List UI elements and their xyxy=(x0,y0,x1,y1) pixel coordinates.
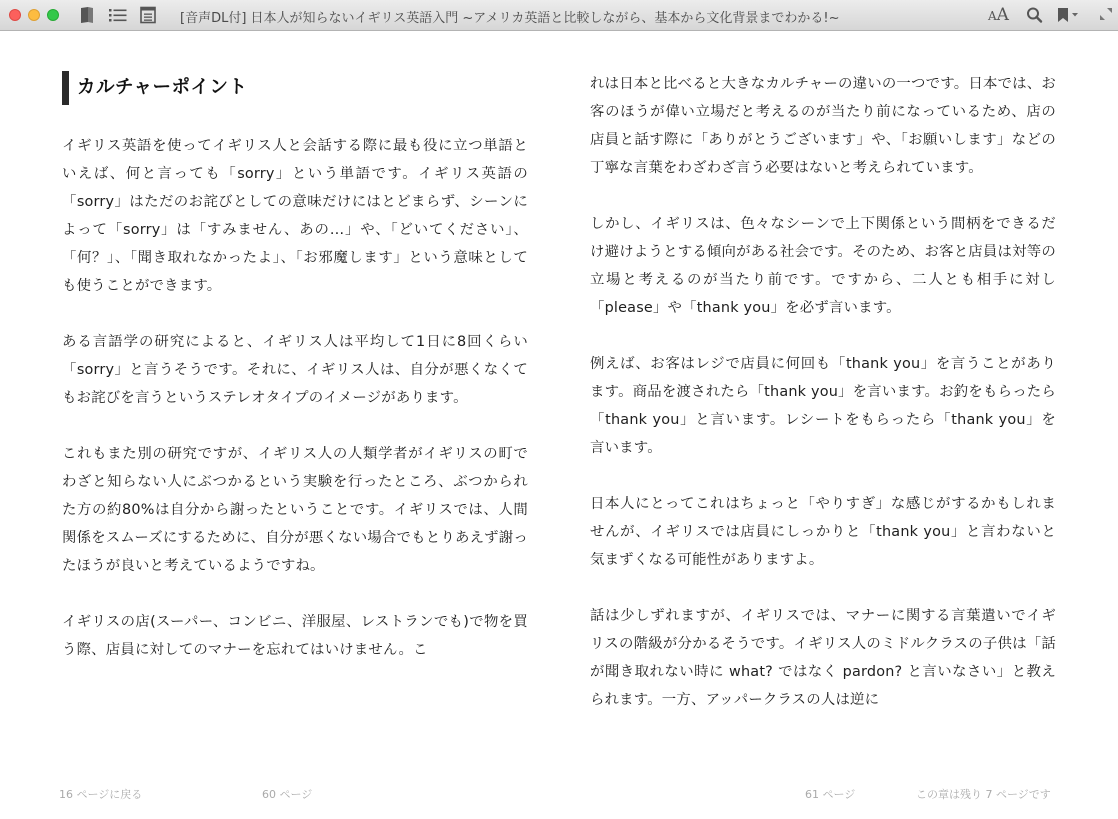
search-icon[interactable] xyxy=(1026,6,1043,24)
font-size-small-glyph: A xyxy=(988,9,997,23)
paragraph: 日本人にとってこれはちょっと「やりすぎ」な感じがするかもしれませんが、イギリスでは店員にしっかりと「thank you」と言わないと気まずくなる可能性がありますよ。 xyxy=(590,496,1056,568)
minimize-window-button[interactable] xyxy=(28,9,40,21)
table-of-contents-icon[interactable] xyxy=(108,6,128,24)
window-title: [音声DL付] 日本人が知らないイギリス英語入門 ~アメリカ英語と比較しながら、基本から文化背景までわかる!~ xyxy=(180,11,840,26)
back-to-page-link[interactable]: 16 ページに戻る xyxy=(59,788,143,801)
left-page-number: 60 ページ xyxy=(262,788,313,801)
font-size-button[interactable] xyxy=(988,5,1009,25)
paragraph: ある言語学の研究によると、イギリス人は平均して1日に8回くらい「sorry」と言うそうです。それに、イギリス人は、自分が悪くなくてもお詫びを言うというステレオタイプのイメージがあります。 xyxy=(62,334,528,406)
title-bar xyxy=(0,0,1118,31)
zoom-window-button[interactable] xyxy=(47,9,59,21)
left-page xyxy=(62,68,528,692)
heading-accent-bar xyxy=(62,71,69,105)
right-page-number: 61 ページ xyxy=(805,788,856,801)
paragraph: 例えば、お客はレジで店員に何回も「thank you」を言うことがあります。商品を渡されたら「thank you」を言います。お釣をもらったら「thank you」と言います。レシートをもらったら「thank you」を言います。 xyxy=(590,356,1056,456)
library-icon[interactable] xyxy=(79,6,95,24)
right-page xyxy=(590,68,1056,742)
notes-icon[interactable] xyxy=(139,6,157,24)
section-heading xyxy=(62,70,528,106)
paragraph: 話は少しずれますが、イギリスでは、マナーに関する言葉遣いでイギリスの階級が分かるそうです。イギリス人のミドルクラスの子供は「話が聞き取れない時に what? ではなく pardon? と言いなさい」と教えられます。一方、アッパークラスの人は逆に xyxy=(590,608,1056,708)
close-window-button[interactable] xyxy=(9,9,21,21)
paragraph: これもまた別の研究ですが、イギリス人の人類学者がイギリスの町でわざと知らない人にぶつかるという実験を行ったところ、ぶつかられた方の約80%は自分から謝ったということです。イギリスでは、人間関係をスムーズにするために、自分が悪くない場合でもとりあえず謝ったほうが良いと考えているようですね。 xyxy=(62,446,528,574)
fullscreen-icon[interactable] xyxy=(1099,7,1113,25)
paragraph: イギリス英語を使ってイギリス人と会話する際に最も役に立つ単語といえば、何と言っても「sorry」という単語です。イギリス英語の「sorry」はただのお詫びとしての意味だけにはとどまらず、シーンによって「sorry」は「すみません、あの…」や、「どいてください」、「何？」、「聞き取れなかったよ」、「お邪魔します」という意味としても使うことができます。 xyxy=(62,138,528,294)
paragraph: しかし、イギリスは、色々なシーンで上下関係という間柄をできるだけ避けようとする傾向がある社会です。そのため、お客と店員は対等の立場と考えるのが当たり前です。ですから、二人とも相手に対し「please」や「thank you」を必ず言います。 xyxy=(590,216,1056,316)
chapter-remaining-pages: この章は残り 7 ページです xyxy=(916,788,1051,801)
font-size-large-glyph: A xyxy=(996,5,1009,25)
bookmark-icon[interactable] xyxy=(1055,6,1081,24)
heading-text: カルチャーポイント xyxy=(77,77,248,98)
paragraph: イギリスの店(スーパー、コンビニ、洋服屋、レストランでも)で物を買う際、店員に対してのマナーを忘れてはいけません。こ xyxy=(62,614,528,658)
paragraph: れは日本と比べると大きなカルチャーの違いの一つです。日本では、お客のほうが偉い立場だと考えるのが当たり前になっているため、店の店員と話す際に「ありがとうございます」や、「お願いします」などの丁寧な言葉をわざわざ言う必要はないと考えられています。 xyxy=(590,76,1056,176)
